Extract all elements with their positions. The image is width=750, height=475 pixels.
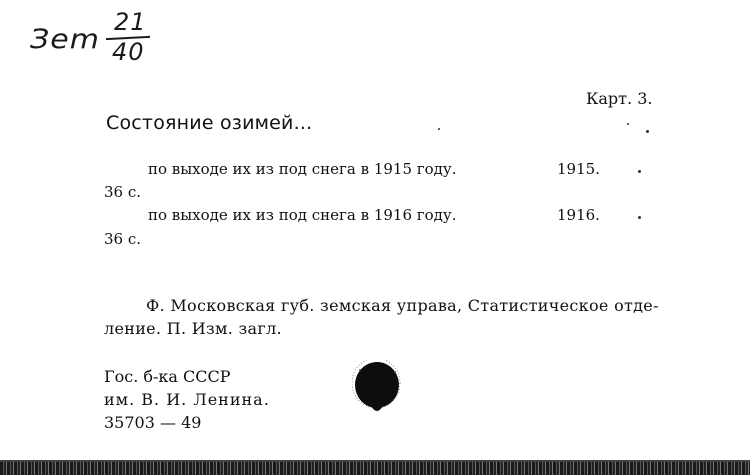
card-bottom-border [0, 462, 750, 475]
library-stamp-icon [352, 360, 402, 418]
library-shelfmark: 35703 — 49 [104, 413, 202, 432]
entry-year: 1915. [557, 160, 600, 178]
source-line: Ф. Московская губ. земская управа, Статистическое отде- [146, 296, 659, 315]
entry-continuation: 36 с. [104, 183, 142, 201]
entry-year: 1916. [557, 206, 600, 224]
speck-mark [627, 123, 629, 125]
handwritten-denominator: 40 [112, 38, 145, 66]
card-number: Карт. 3. [586, 89, 653, 108]
handwritten-numerator: 21 [114, 8, 147, 36]
library-dedication: им. В. И. Ленина. [104, 390, 270, 409]
speck-mark [646, 130, 649, 133]
library-name: Гос. б-ка СССР [104, 367, 231, 386]
speck-mark [638, 216, 641, 219]
card-title: Состояние озимей... [106, 112, 313, 134]
entry-continuation: 36 с. [104, 230, 142, 248]
source-line: ление. П. Изм. загл. [104, 319, 282, 338]
speck-mark [438, 128, 440, 130]
handwritten-prefix: Зem [30, 23, 100, 56]
speck-mark [638, 170, 641, 173]
entry-text: по выходе их из под снега в 1915 году. [148, 160, 457, 178]
entry-text: по выходе их из под снега в 1916 году. [148, 206, 457, 224]
